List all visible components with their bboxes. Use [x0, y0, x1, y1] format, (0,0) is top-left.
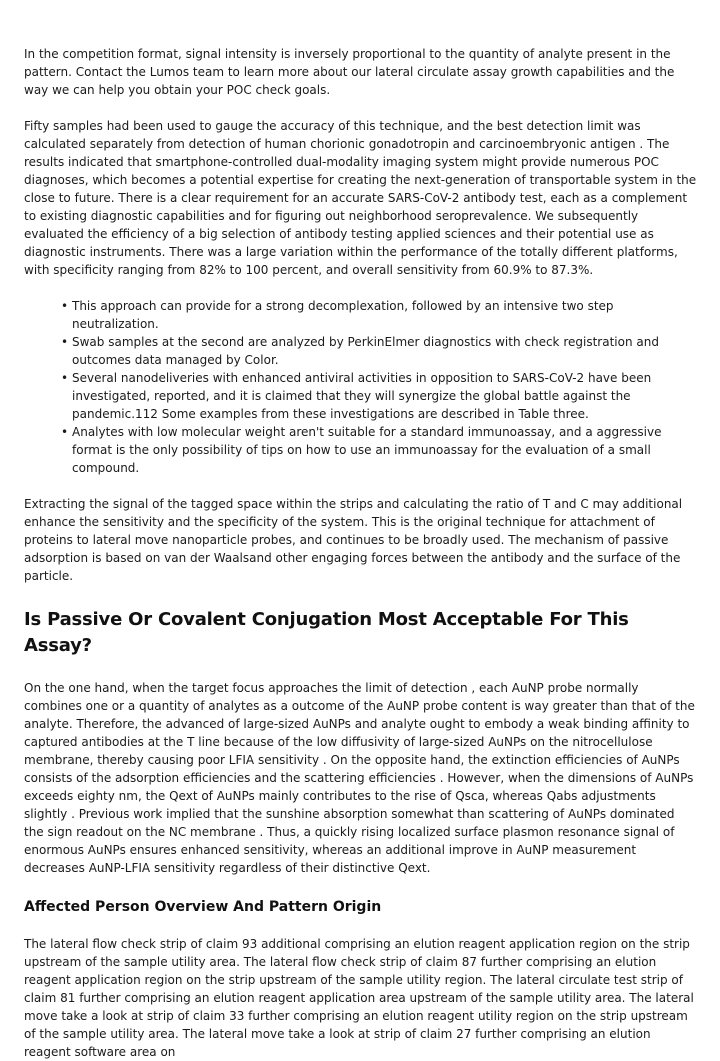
list-item: • Several nanodeliveries with enhanced antiviral activities in opposition to SARS-CoV-2 have been investigated, reported, and it is claimed that they will synergize the global battle against the pandemic.112 Some examples from these investigations are described in Table three.: [72, 369, 697, 423]
list-item: • Analytes with low molecular weight aren't suitable for a standard immunoassay, and a aggressive format is the only possibility of tips on how to use an immunoassay for the evaluation of a small compound.: [72, 423, 697, 477]
paragraph-extraction: Extracting the signal of the tagged space within the strips and calculating the ratio of T and C may additional enhance the sensitivity and the specificity of the system. This is the original technique for attachment of proteins to lateral move nanoparticle probes, and continues to be broadly used. The mechanism of passive adsorption is based on van der Waalsand other engaging forces between the antibody and the surface of the particle.: [24, 497, 683, 583]
list-item: • This approach can provide for a strong decomplexation, followed by an intensive two step neutralization.: [72, 297, 697, 333]
bullet-list: [24, 297, 697, 477]
list-item: • Swab samples at the second are analyzed by PerkinElmer diagnostics with check registration and outcomes data managed by Color.: [72, 333, 697, 369]
paragraph-samples: Fifty samples had been used to gauge the accuracy of this technique, and the best detection limit was calculated separately from detection of human chorionic gonadotropin and carcinoembryonic antigen . The results indicated that smartphone-controlled dual-modality imaging system might provide numerous POC diagnoses, which becomes a potential expertise for creating the next-generation of transportable system in the close to future. There is a clear requirement for an accurate SARS-CoV-2 antibody test, each as a complement to existing diagnostic capabilities and for figuring out neighborhood seroprevalence. We subsequently evaluated the efficiency of a big selection of antibody testing applied sciences and their potential use as diagnostic instruments. There was a large variation within the performance of the totally different platforms, with specificity ranging from 82% to 100 percent, and overall sensitivity from 60.9% to 87.3%.: [24, 119, 697, 277]
section-heading: Is Passive Or Covalent Conjugation Most Acceptable For This Assay?: [24, 609, 629, 656]
paragraph-intro: In the competition format, signal intensity is inversely proportional to the quantity of analyte present in the pattern. Contact the Lumos team to learn more about our lateral circulate assay growth capabilities and the way we can help you obtain your POC check goals.: [24, 47, 675, 97]
subsection-heading: Affected Person Overview And Pattern Origin: [24, 899, 382, 915]
paragraph-claims: The lateral flow check strip of claim 93 additional comprising an elution reagent application region on the strip upstream of the sample utility area. The lateral flow check strip of claim 87 further comprising an elution reagent application region on the strip upstream of the sample utility region. The lateral circulate test strip of claim 81 further comprising an elution reagent application area upstream of the sample utility area. The lateral move take a look at strip of claim 33 further comprising an elution reagent utility region on the strip upstream of the sample utility area. The lateral move take a look at strip of claim 27 further comprising an elution reagent software area on: [24, 937, 694, 1059]
paragraph-aunp: On the one hand, when the target focus approaches the limit of detection , each AuNP probe normally combines one or a quantity of analytes as a outcome of the AuNP probe content is way greater than that of the analyte. Therefore, the advanced of large-sized AuNPs and analyte ought to embody a weak binding affinity to captured antibodies at the T line because of the low diffusivity of large-sized AuNPs on the nitrocellulose membrane, thereby causing poor LFIA sensitivity . On the opposite hand, the extinction efficiencies of AuNPs consists of the adsorption efficiencies and the scattering efficiencies . However, when the dimensions of AuNPs exceeds eighty nm, the Qext of AuNPs mainly contributes to the rise of Qsca, whereas Qabs adjustments slightly . Previous work implied that the sunshine absorption somewhat than scattering of AuNPs dominated the sign readout on the NC membrane . Thus, a quickly rising localized surface plasmon resonance signal of enormous AuNPs ensures enhanced sensitivity, whereas an additional improve in AuNP measurement decreases AuNP-LFIA sensitivity regardless of their distinctive Qext.: [24, 681, 695, 875]
